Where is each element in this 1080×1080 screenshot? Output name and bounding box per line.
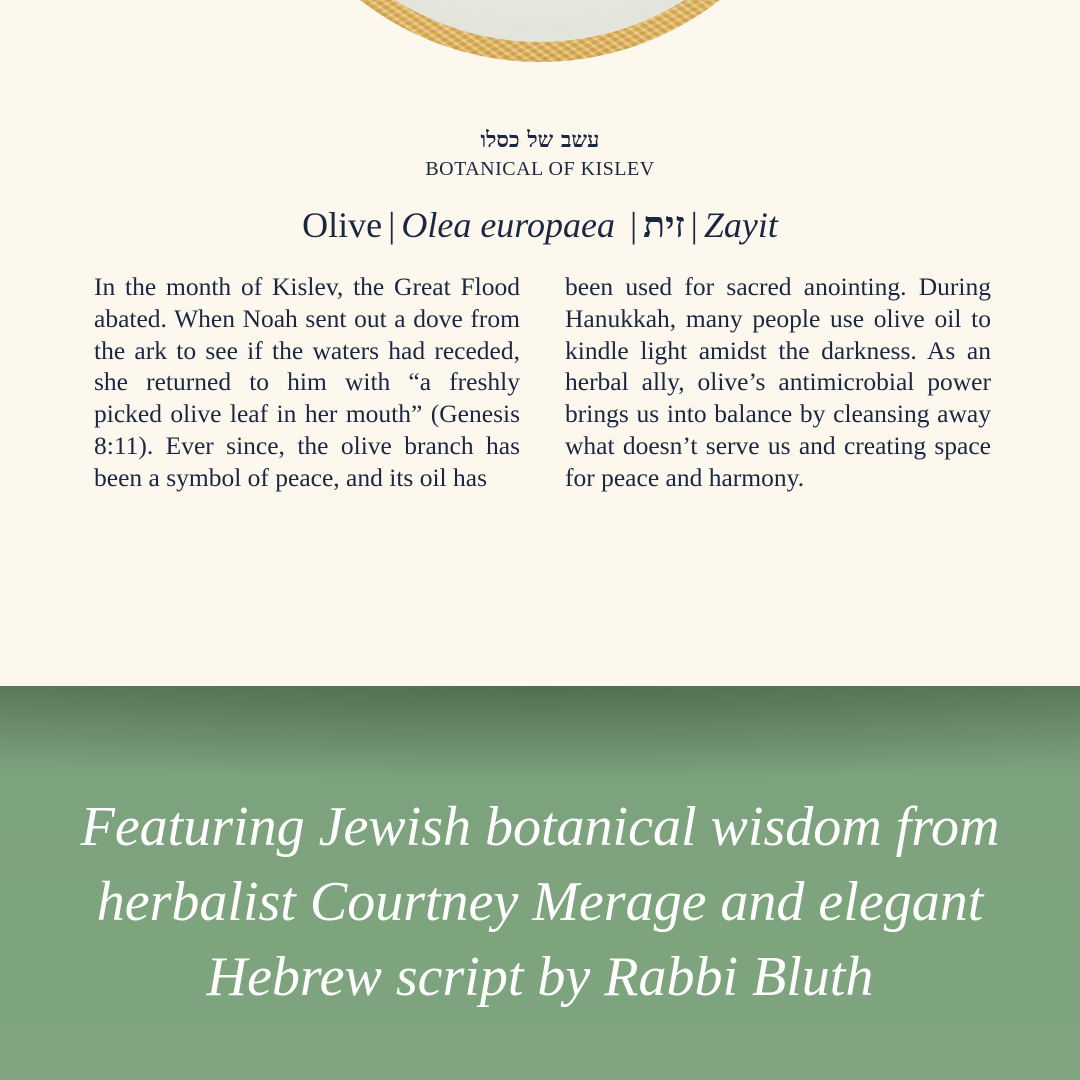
separator: | xyxy=(388,205,396,245)
paper-circle xyxy=(270,0,810,42)
latin-name: Olea europaea xyxy=(401,205,615,245)
hebrew-name: זית xyxy=(643,205,685,245)
hebrew-title: עשב של כסלו xyxy=(480,127,600,153)
plant-name-line xyxy=(0,202,1080,248)
transliteration: Zayit xyxy=(703,205,778,245)
common-name: Olive xyxy=(302,205,383,245)
separator: | xyxy=(629,205,638,245)
body-text-left: In the month of Kislev, the Great Flood abated. When Noah sent out a dove from the ark to see if the waters had receded, she returned to him with “a freshly picked olive leaf in her mouth” (Genesis 8:11). Ever since, the olive branch has been a symbol of peace, and its oil has xyxy=(94,272,520,492)
separator: | xyxy=(690,205,698,245)
body-text-right: been used for sacred anointing. During Hanukkah, many people use olive oil to kindle light amidst the darkness. As an herbal ally, olive’s antimicrobial power brings us into balance by cleansing away what doesn’t serve us and creating space for peace and harmony. xyxy=(565,272,991,492)
english-title: BOTANICAL OF KISLEV xyxy=(425,158,655,180)
tagline: Featuring Jewish botanical wisdom from herbalist Courtney Merage and elegant Hebrew script by Rabbi Bluth xyxy=(80,796,1000,1008)
